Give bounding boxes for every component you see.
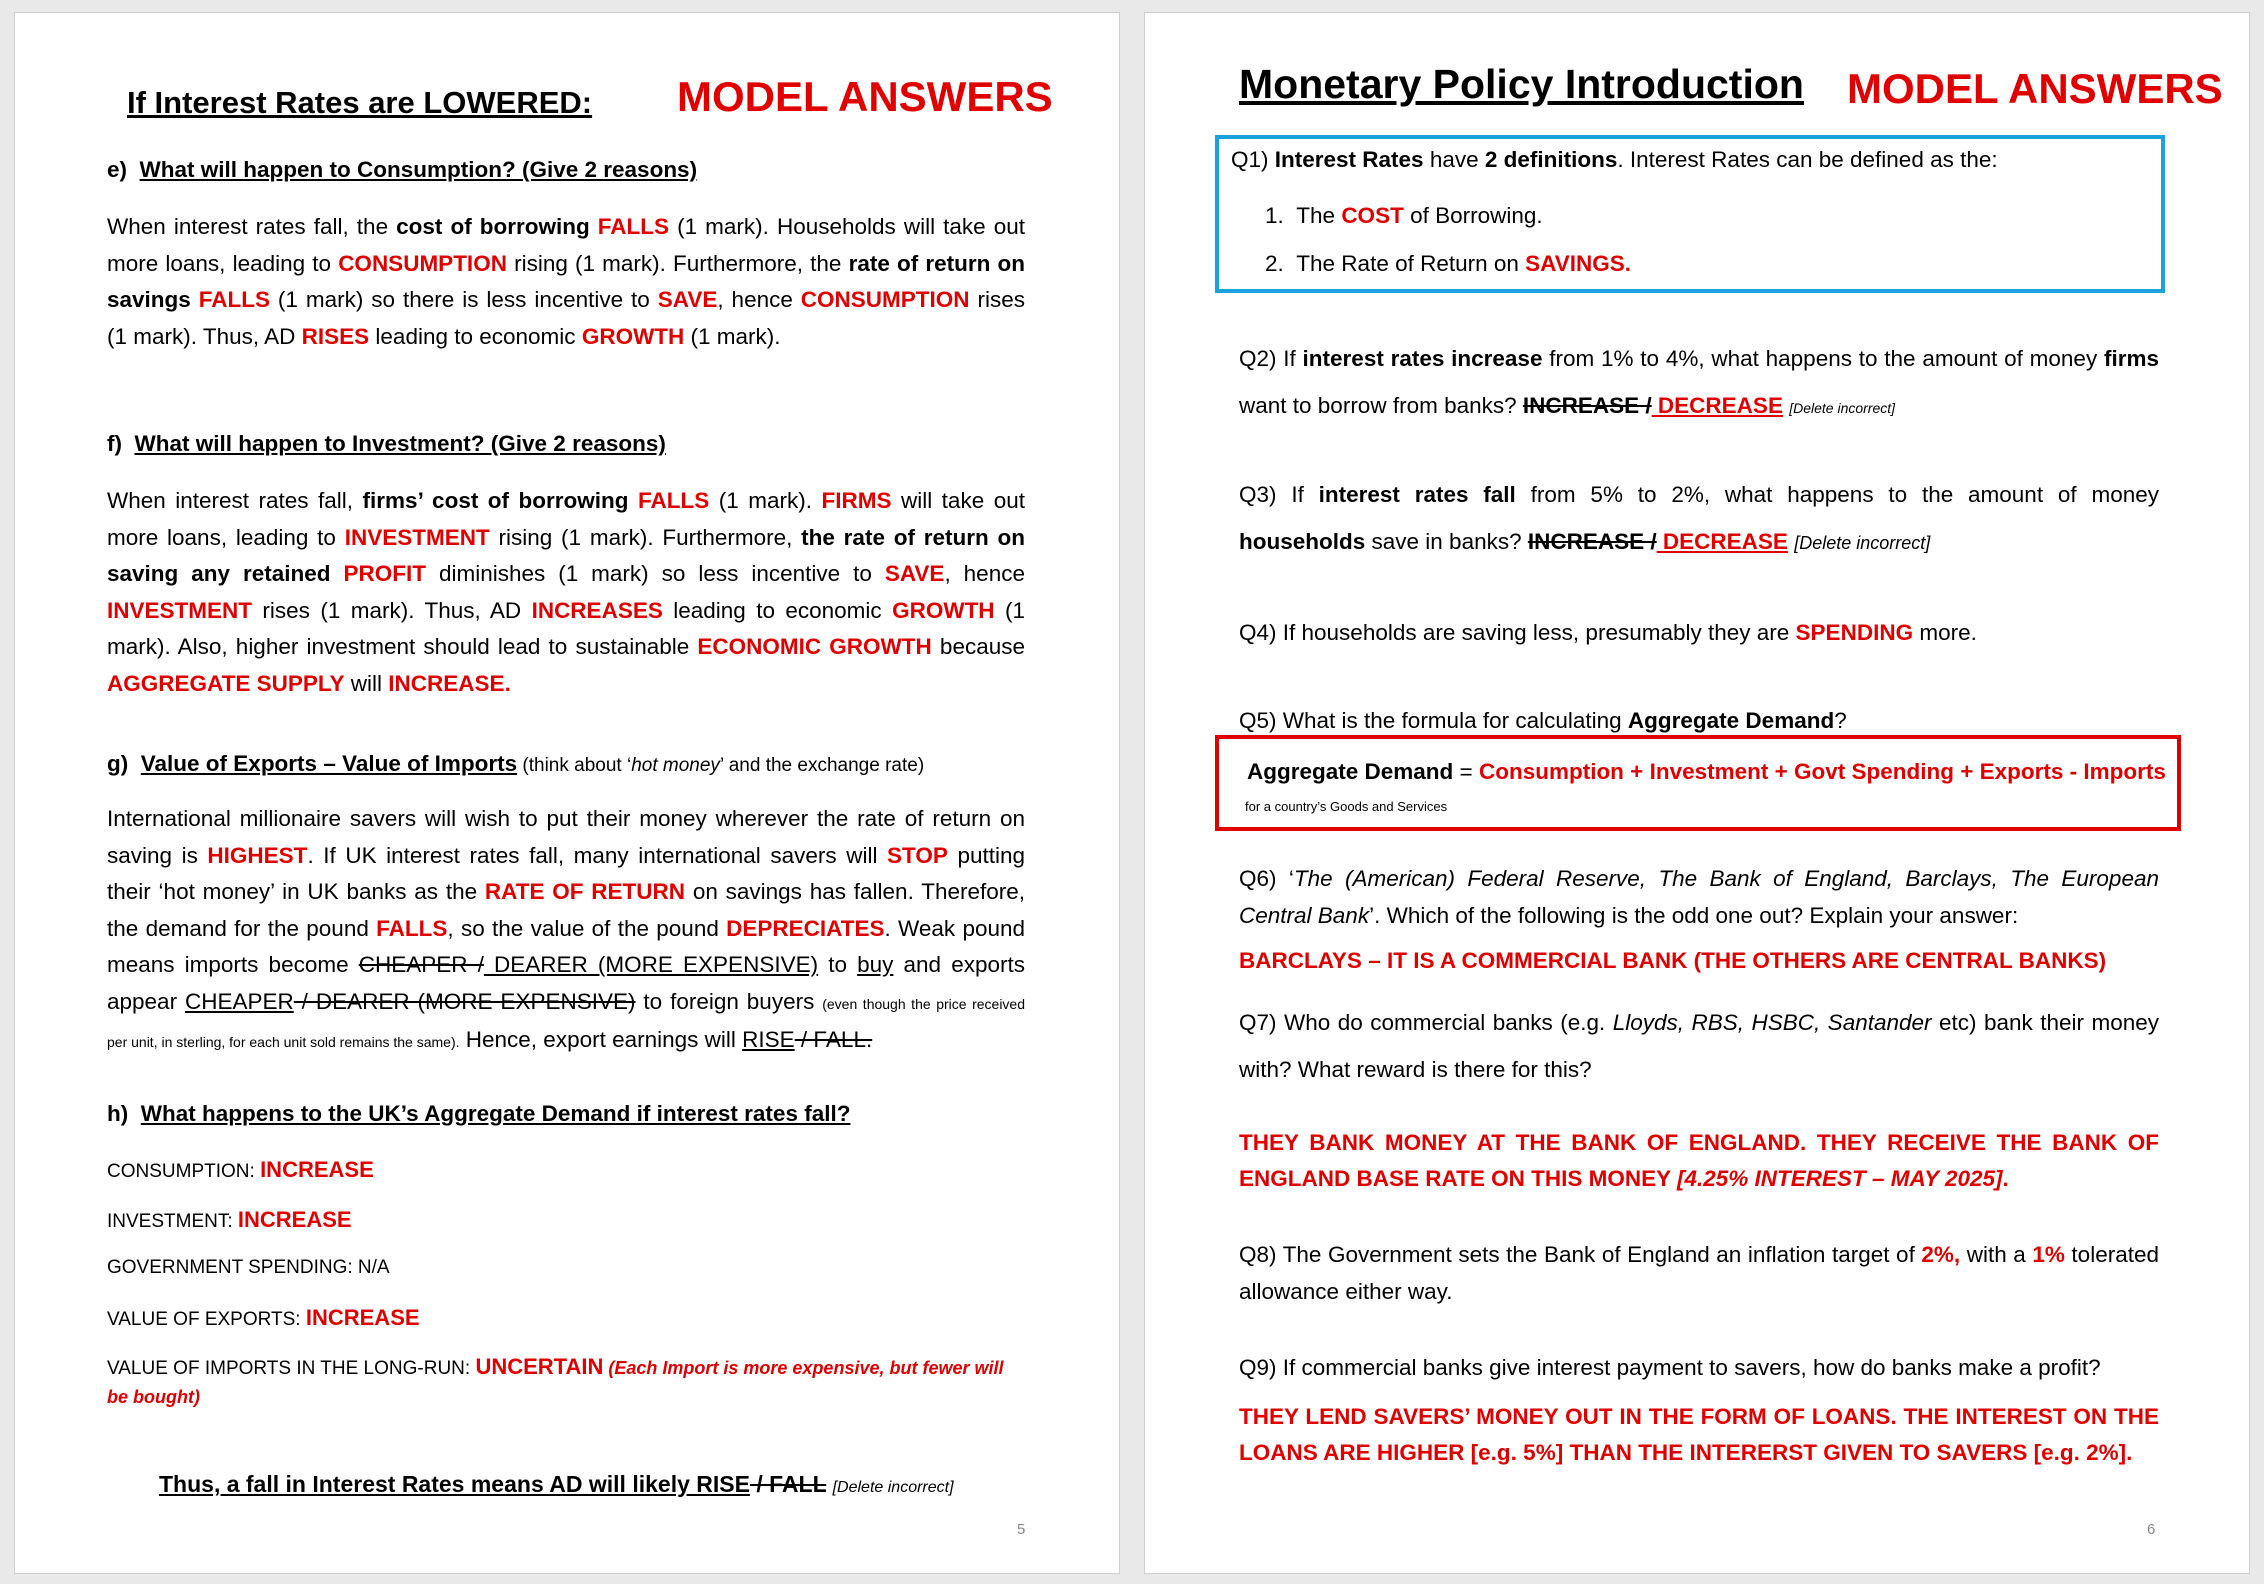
question-7: Q7) Who do commercial banks (e.g. Lloyds, RBS, HSBC, Santander etc) bank their money with? What reward is there for this? bbox=[1239, 1010, 2159, 1082]
ad-formula-box bbox=[1215, 735, 2181, 831]
document-page-5 bbox=[14, 12, 1120, 1574]
question-2: Q2) If interest rates increase from 1% to 4%, what happens to the amount of money firms want to borrow from banks? INCREASE / DECREASE [Delete incorrect] bbox=[1239, 346, 2159, 418]
question-7-answer: THEY BANK MONEY AT THE BANK OF ENGLAND. THEY RECEIVE THE BANK OF ENGLAND BASE RATE ON THIS MONEY [4.25% INTEREST – MAY 2025]. bbox=[1239, 1130, 2159, 1191]
section-label: e) bbox=[107, 157, 128, 182]
ad-formula: Aggregate Demand = Consumption + Investment + Govt Spending + Exports - Imports bbox=[1247, 759, 2166, 784]
conclusion-line: Thus, a fall in Interest Rates means AD will likely RISE / FALL [Delete incorrect] bbox=[159, 1471, 954, 1497]
section-g-heading: g) Value of Exports – Value of Imports (think about ‘hot money’ and the exchange rate) bbox=[107, 751, 925, 776]
ad-component-government: GOVERNMENT SPENDING: N/A bbox=[107, 1257, 390, 1278]
question-4: Q4) If households are saving less, presumably they are SPENDING more. bbox=[1239, 620, 1977, 645]
question-8: Q8) The Government sets the Bank of England an inflation target of 2%, with a 1% tolerated allowance either way. bbox=[1239, 1242, 2159, 1304]
model-answers-label: MODEL ANSWERS bbox=[1847, 65, 2223, 112]
ad-component-consumption: CONSUMPTION: INCREASE bbox=[107, 1157, 374, 1182]
definition-item-1: 1. The COST of Borrowing. bbox=[1265, 203, 1543, 228]
question-9-answer: THEY LEND SAVERS’ MONEY OUT IN THE FORM OF LOANS. THE INTEREST ON THE LOANS ARE HIGHER [e.g. 5%] THAN THE INTERERST GIVEN TO SAVERS [e.g. 2%]. bbox=[1239, 1404, 2159, 1465]
section-f-paragraph: When interest rates fall, firms’ cost of borrowing FALLS (1 mark). FIRMS will take out more loans, leading to INVESTMENT rising (1 mark). Furthermore, the rate of return on saving any retained PROFIT diminishes (1 mark) so less incentive to SAVE, hence INVESTMENT rises (1 mark). Thus, AD INCREASES leading to economic GROWTH (1 mark). Also, higher investment should lead to sustainable ECONOMIC GROWTH because AGGREGATE SUPPLY will INCREASE. bbox=[107, 488, 1026, 696]
question-6-answer: BARCLAYS – IT IS A COMMERCIAL BANK (THE OTHERS ARE CENTRAL BANKS) bbox=[1239, 948, 2107, 973]
section-g-paragraph: International millionaire savers will wish to put their money wherever the rate of return on saving is HIGHEST. If UK interest rates fall, many international savers will STOP putting their ‘hot money’ in UK banks as the RATE OF RETURN on savings has fallen. Therefore, the demand for the pound FALLS, so the value of the pound DEPRECIATES. Weak pound means imports become CHEAPER / DEARER (MORE EXPENSIVE) to buy and exports appear CHEAPER / DEARER (MORE EXPENSIVE) to foreign buyers (even though the price received per unit, in sterling, for each unit sold remains the same). Hence, export earnings will RISE / FALL. bbox=[107, 806, 1026, 1052]
section-heading-text: What happens to the UK’s Aggregate Demand if interest rates fall? bbox=[140, 1101, 851, 1126]
section-label: g) bbox=[107, 751, 129, 776]
question-1: Q1) Interest Rates have 2 definitions. Interest Rates can be defined as the: bbox=[1231, 147, 1998, 172]
ad-component-exports: VALUE OF EXPORTS: INCREASE bbox=[107, 1305, 420, 1330]
definition-item-2: 2. The Rate of Return on SAVINGS. bbox=[1265, 251, 1632, 276]
model-answers-label: MODEL ANSWERS bbox=[677, 73, 1053, 120]
section-label: f) bbox=[107, 431, 122, 456]
ad-formula-subtitle: for a country’s Goods and Services bbox=[1245, 799, 1448, 814]
page-number: 6 bbox=[2147, 1521, 2156, 1538]
section-e-paragraph: When interest rates fall, the cost of borrowing FALLS (1 mark). Households will take out more loans, leading to CONSUMPTION rising (1 mark). Furthermore, the rate of return on savings FALLS (1 mark) so there is less incentive to SAVE, hence CONSUMPTION rises (1 mark). Thus, AD RISES leading to economic GROWTH (1 mark). bbox=[107, 214, 1026, 349]
section-f-heading bbox=[107, 431, 1037, 457]
question-5: Q5) What is the formula for calculating Aggregate Demand? bbox=[1239, 708, 1847, 733]
page-title: If Interest Rates are LOWERED: bbox=[127, 85, 593, 120]
definitions-box bbox=[1215, 135, 2165, 293]
section-e-heading bbox=[107, 157, 1037, 183]
ad-component-imports: VALUE OF IMPORTS IN THE LONG-RUN: UNCERTAIN (Each Import is more expensive, but fewer will be bought) bbox=[107, 1354, 1004, 1407]
section-h-heading bbox=[107, 1101, 1037, 1127]
document-page-6 bbox=[1144, 12, 2250, 1574]
question-3: Q3) If interest rates fall from 5% to 2%, what happens to the amount of money households save in banks? INCREASE / DECREASE [Delete incorrect] bbox=[1239, 482, 2159, 554]
question-9: Q9) If commercial banks give interest payment to savers, how do banks make a profit? bbox=[1239, 1355, 2101, 1380]
ad-component-investment: INVESTMENT: INCREASE bbox=[107, 1207, 352, 1232]
section-label: h) bbox=[107, 1101, 129, 1126]
section-heading-text: What will happen to Consumption? (Give 2 reasons) bbox=[139, 157, 698, 182]
section-heading-text: Value of Exports – Value of Imports bbox=[140, 751, 518, 776]
page-title: Monetary Policy Introduction bbox=[1239, 61, 1804, 107]
section-heading-text: What will happen to Investment? (Give 2 reasons) bbox=[134, 431, 666, 456]
question-6: Q6) ‘The (American) Federal Reserve, The Bank of England, Barclays, The European Central Bank’. Which of the following is the odd one out? Explain your answer: bbox=[1239, 866, 2159, 928]
page-number: 5 bbox=[1017, 1521, 1026, 1538]
